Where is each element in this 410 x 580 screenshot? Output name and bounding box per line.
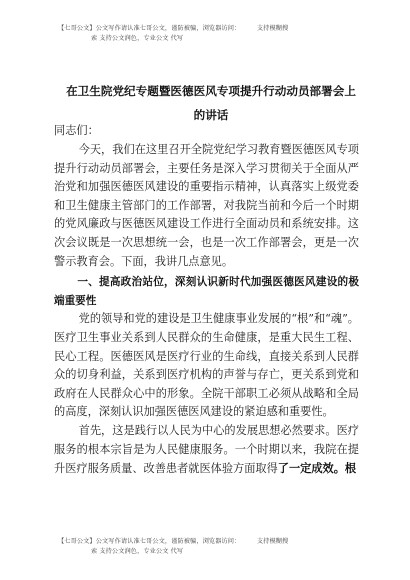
footer-note-line-1-tail: 支持模糊搜 bbox=[256, 538, 289, 545]
document-title: 在卫生院党纪专题暨医德医风专项提升行动动员部署会上的讲话 bbox=[66, 84, 356, 122]
section-heading-1: 一、提高政治站位，深刻认识新时代加强医德医风建设的极端重要性 bbox=[54, 276, 359, 307]
footer-watermark-note bbox=[58, 537, 358, 557]
header-note-line-1-tail: 支持模糊搜 bbox=[256, 25, 289, 32]
paragraph-first-point-text: 首先，这是践行以人民为中心的发展思想必然要求。医疗服务的根本宗旨是为人民健康服务。一个时期以来，我院在提升医疗服务质量、改善患者就医体验方面取得 bbox=[54, 423, 359, 476]
header-note-line-1: 【七哥公文】公文写作请认准七哥公文，谨防被骗，浏览器访问： 支持模糊搜 bbox=[58, 25, 289, 32]
document-body bbox=[54, 141, 359, 479]
paragraph-opening: 今天，我们在这里召开全院党纪学习教育暨医德医风专项提升行动动员部署会，主要任务是深入学习贯彻关于全面从严治党和加强医德医风建设的重要指示精神，认真落实上级党委和卫生健康主管部门的工作部署，对我院当前和今后一个时期的党风廉政与医德医风建设工作进行全面动员和系统安排。这次会议既是一次思想统一会，也是一次工作部署会，更是一次警示教育会。下面，我讲几点意见。 bbox=[54, 143, 359, 268]
footer-note-line-1: 【七哥公文】公文写作请认准七哥公文，谨防被骗，浏览器访问： 支持模糊搜 bbox=[58, 538, 289, 545]
header-watermark-note bbox=[58, 24, 358, 44]
footer-note-line-2: 索 支持公文润色，专业公文 代写 bbox=[91, 548, 184, 555]
salutation: 同志们： bbox=[54, 124, 99, 137]
header-note-line-2: 索 支持公文润色，专业公文 代写 bbox=[91, 35, 184, 42]
paragraph-section-1: 党的领导和党的建设是卫生健康事业发展的“根”和“魂”。医疗卫生事业关系到人民群众的生命健康，是重大民生工程、民心工程。医德医风是医疗行业的生命线，直接关系到人民群众的切身利益，关系到医疗机构的声誉与存亡，更关系到党和政府在人民群众心中的形象。全院干部职工必须从战略和全局的高度，深刻认识加强医德医风建设的紧迫感和重要性。 bbox=[54, 312, 359, 419]
paragraph-first-point-bold: 了一定成效。根 bbox=[277, 461, 357, 476]
paragraph-first-point bbox=[54, 422, 359, 479]
